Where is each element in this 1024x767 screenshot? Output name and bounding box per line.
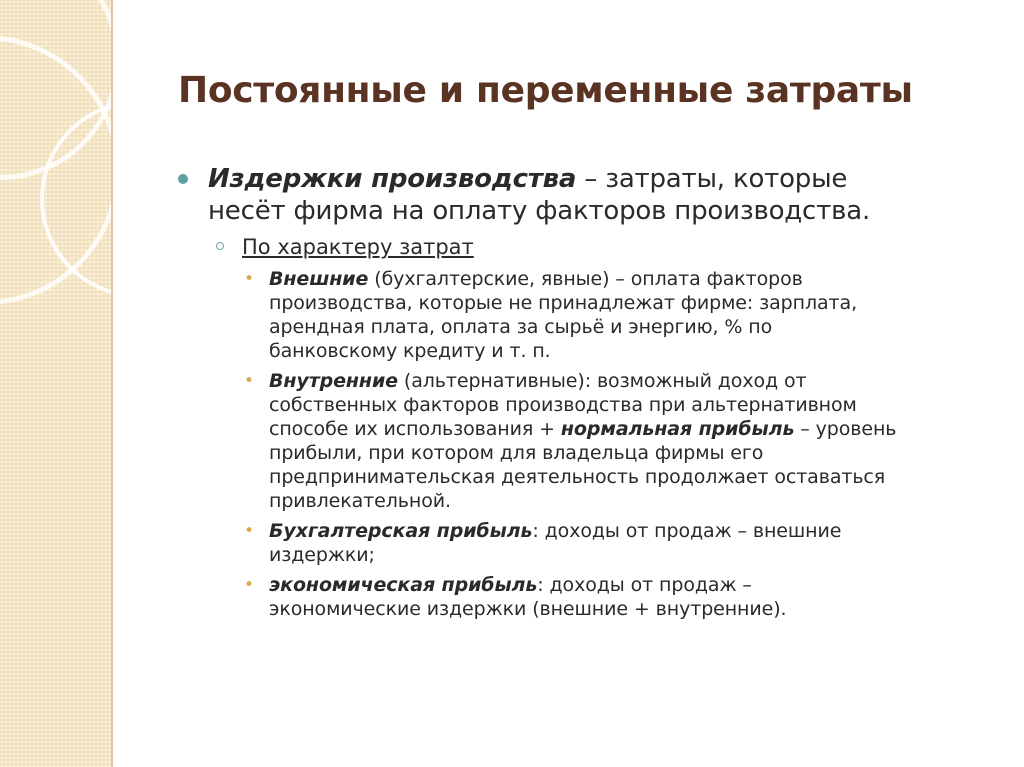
list-item-economic-profit	[178, 573, 1008, 621]
item-text: способе их использования +	[269, 418, 561, 440]
item-text: : доходы от продаж – внешние	[532, 520, 842, 542]
item-inline-term: нормальная прибыль	[560, 418, 795, 440]
definition-text-line2: несёт фирма на оплату факторов производства.	[208, 196, 871, 226]
definition-bullet	[178, 163, 1008, 227]
item-text: – уровень	[794, 418, 897, 440]
item-text: (альтернативные): возможный доход от	[397, 370, 807, 392]
item-text-line: арендная плата, оплата за сырьё и энергию, % по	[269, 316, 773, 338]
item-text-line: собственных факторов производства при альтернативном	[269, 394, 857, 416]
item-text-line: экономические издержки (внешние + внутренние).	[269, 598, 787, 620]
item-text-line: банковскому кредиту и т. п.	[269, 340, 551, 362]
band-divider	[111, 0, 113, 767]
ring-bullet-icon	[216, 242, 224, 250]
sub-heading-item	[178, 233, 1008, 261]
slide-content	[178, 163, 1008, 621]
item-text: (бухгалтерские, явные) – оплата факторов	[368, 268, 803, 290]
item-text-line: производства, которые не принадлежат фирме: зарплата,	[269, 292, 858, 314]
sub-heading: По характеру затрат	[242, 235, 474, 259]
decorative-side-band	[0, 0, 111, 767]
dot-bullet-icon: •	[244, 575, 254, 595]
item-text-line: прибыли, при котором для владельца фирмы его	[269, 442, 764, 464]
item-term: Бухгалтерская прибыль	[269, 520, 533, 542]
item-text-line: предпринимательская деятельность продолжает оставаться	[269, 466, 886, 488]
definition-term: Издержки производства	[208, 164, 577, 194]
item-term: экономическая прибыль	[269, 574, 538, 596]
item-term: Внешние	[269, 268, 369, 290]
slide-title: Постоянные и переменные затраты	[178, 70, 913, 111]
dot-bullet-icon: •	[244, 269, 254, 289]
item-text: : доходы от продаж –	[537, 574, 752, 596]
dot-bullet-icon: •	[244, 521, 254, 541]
item-text-line: привлекательной.	[269, 490, 451, 512]
item-term: Внутренние	[269, 370, 398, 392]
dot-bullet-icon: •	[244, 371, 254, 391]
list-item-accounting-profit	[178, 519, 1008, 567]
item-text-line: издержки;	[269, 544, 375, 566]
round-bullet-icon	[178, 174, 188, 184]
list-item-external	[178, 267, 1008, 363]
definition-text: – затраты, которые	[576, 164, 848, 194]
list-item-internal	[178, 369, 1008, 513]
